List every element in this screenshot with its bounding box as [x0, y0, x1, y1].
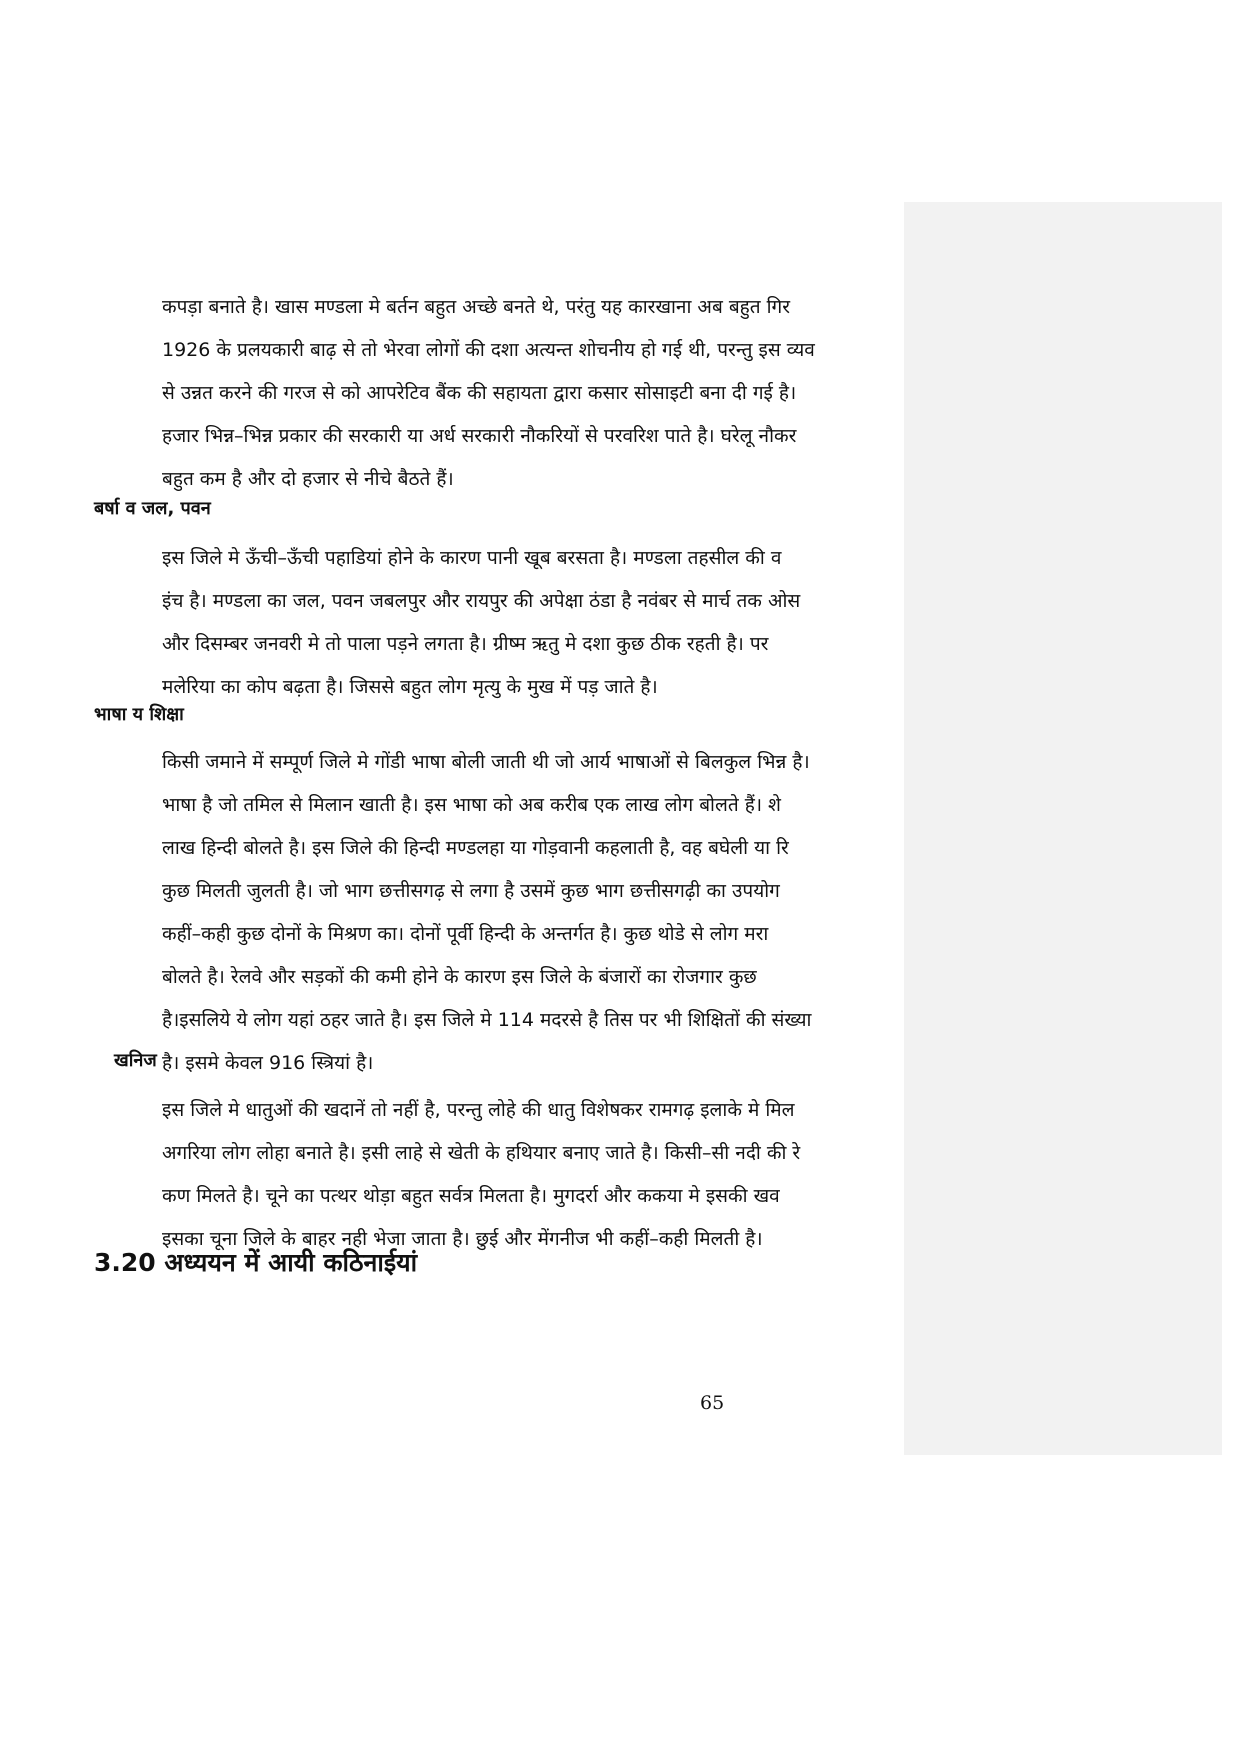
- text-line: हजार भिन्न–भिन्न प्रकार की सरकारी या अर्ध सरकारी नौकरियों से परवरिश पाते है। घरेलू नौकर: [162, 425, 797, 447]
- heading-rain-water-wind: बर्षा व जल, पवन: [94, 498, 211, 519]
- text-line: इंच है। मण्डला का जल, पवन जबलपुर और रायपुर की अपेक्षा ठंडा है नवंबर से मार्च तक ओस: [162, 590, 801, 612]
- text-line: लाख हिन्दी बोलते है। इस जिले की हिन्दी मण्डलहा या गोड़वानी कहलाती है, वह बघेली या रि: [162, 837, 789, 859]
- text-line: और दिसम्बर जनवरी मे तो पाला पड़ने लगता है। ग्रीष्म ऋतु मे दशा कुछ ठीक रहती है। पर: [162, 633, 769, 655]
- text-line: है।इसलिये ये लोग यहां ठहर जाते है। इस जिले मे 114 मदरसे है तिस पर भी शिक्षितों की संख्या: [162, 1009, 812, 1031]
- text-line: बहुत कम है और दो हजार से नीचे बैठते हैं।: [162, 468, 454, 490]
- section-heading: 3.20 अध्ययन में आयी कठिनाईयां: [94, 1248, 418, 1277]
- text-line: कहीं–कही कुछ दोनों के मिश्रण का। दोनों पूर्वी हिन्दी के अन्तर्गत है। कुछ थोडे से लोग मरा: [162, 923, 769, 945]
- heading-language-education: भाषा य शिक्षा: [94, 704, 184, 725]
- text-line: भाषा है जो तमिल से मिलान खाती है। इस भाषा को अब करीब एक लाख लोग बोलते हैं। शे: [162, 794, 781, 816]
- text-line: कपड़ा बनाते है। खास मण्डला मे बर्तन बहुत अच्छे बनते थे, परंतु यह कारखाना अब बहुत गिर: [162, 296, 791, 318]
- paragraph-minerals: [162, 1089, 904, 1261]
- text-line: किसी जमाने में सम्पूर्ण जिले मे गोंडी भाषा बोली जाती थी जो आर्य भाषाओं से बिलकुल भिन्न है।: [162, 751, 810, 773]
- text-line: इस जिले मे ऊँची–ऊँची पहाडियां होने के कारण पानी खूब बरसता है। मण्डला तहसील की व: [162, 547, 782, 569]
- text-line: कण मिलते है। चूने का पत्थर थोड़ा बहुत सर्वत्र मिलता है। मुगदर्रा और ककया मे इसकी खव: [162, 1185, 780, 1207]
- text-line: मलेरिया का कोप बढ़ता है। जिससे बहुत लोग मृत्यु के मुख में पड़ जाते है।: [162, 676, 658, 698]
- comment-pane: [904, 202, 1222, 1455]
- text-line: इसका चूना जिले के बाहर नही भेजा जाता है। छुई और मेंगनीज भी कहीं–कही मिलती है।: [162, 1228, 763, 1250]
- text-line: अगरिया लोग लोहा बनाते है। इसी लाहे से खेती के हथियार बनाए जाते है। किसी–सी नदी की रे: [162, 1142, 801, 1164]
- text-line: बोलते है। रेलवे और सड़कों की कमी होने के कारण इस जिले के बंजारों का रोजगार कुछ: [162, 966, 757, 988]
- heading-minerals: खनिज: [114, 1050, 157, 1071]
- paragraph-weaving: [162, 286, 904, 501]
- text-line: 1926 के प्रलयकारी बाढ़ से तो भेरवा लोगों की दशा अत्यन्त शोचनीय हो गई थी, परन्तु इस व्यव: [162, 339, 815, 361]
- paragraph-rain-water-wind: [162, 537, 904, 709]
- text-line: कुछ मिलती जुलती है। जो भाग छत्तीसगढ़ से लगा है उसमें कुछ भाग छत्तीसगढ़ी का उपयोग: [162, 880, 780, 902]
- text-line: इस जिले मे धातुओं की खदानें तो नहीं है, परन्तु लोहे की धातु विशेषकर रामगढ़ इलाके मे मिल: [162, 1099, 795, 1121]
- paragraph-language-education: [162, 741, 904, 1085]
- text-line: है। इसमे केवल 916 स्त्रियां है।: [162, 1052, 374, 1074]
- text-line: से उन्नत करने की गरज से को आपरेटिव बैंक की सहायता द्वारा कसार सोसाइटी बना दी गई है।: [162, 382, 797, 404]
- page-number: 65: [700, 1392, 725, 1414]
